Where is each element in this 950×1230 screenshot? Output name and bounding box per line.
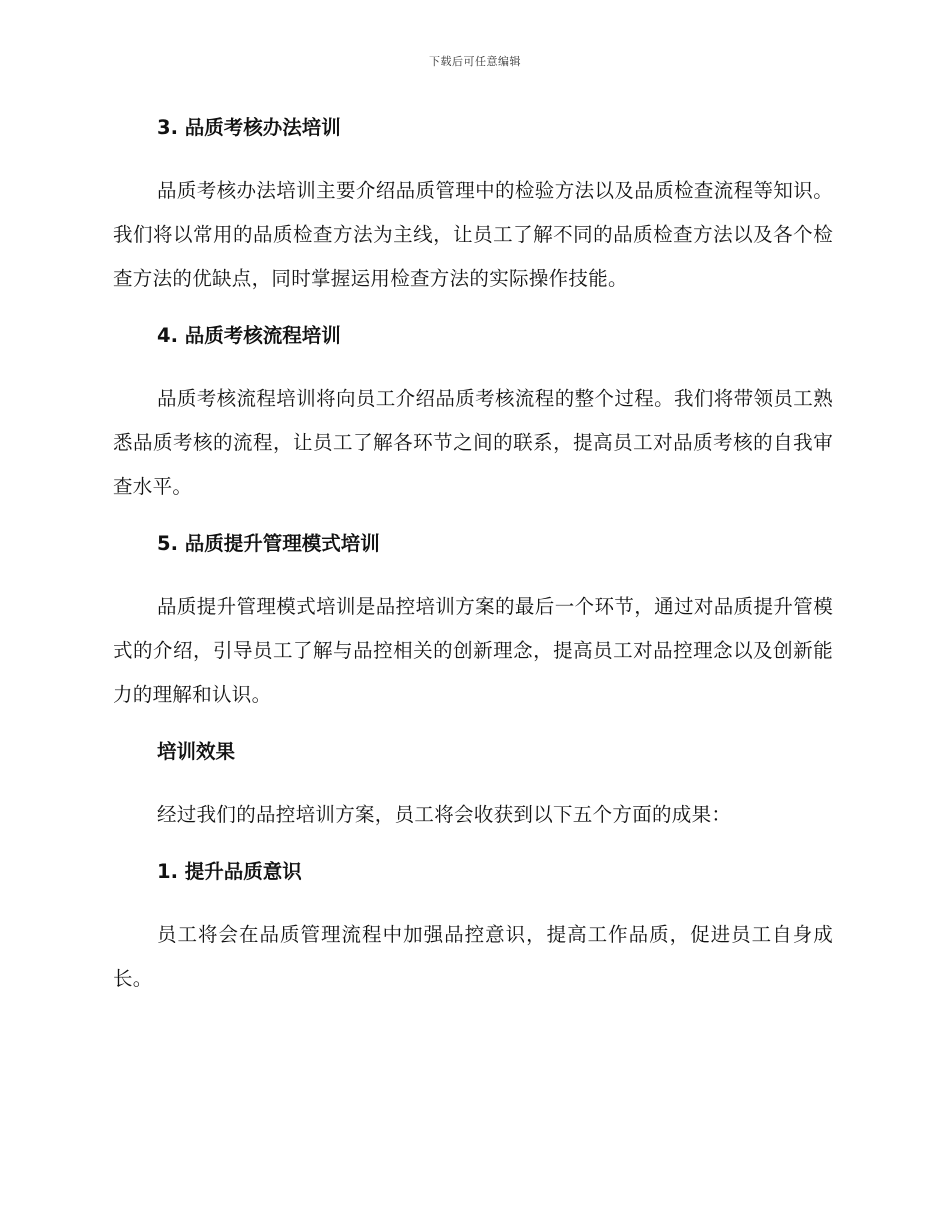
- section-heading-quality-assessment-process: 4. 品质考核流程培训: [157, 324, 341, 347]
- document-body: [113, 112, 833, 1001]
- section-paragraph-training-effect: 经过我们的品控培训方案，员工将会收获到以下五个方面的成果：: [157, 803, 732, 826]
- section-heading-training-effect: 培训效果: [157, 740, 236, 763]
- section-paragraph-quality-awareness: 员工将会在品质管理流程中加强品控意识，提高工作品质，促进员工自身成长。: [113, 923, 833, 990]
- page-header-note: 下载后可任意编辑: [429, 55, 521, 68]
- section-paragraph-quality-assessment-process: 品质考核流程培训将向员工介绍品质考核流程的整个过程。我们将带领员工熟悉品质考核的流程，让员工了解各环节之间的联系，提高员工对品质考核的自我审查水平。: [113, 387, 833, 498]
- section-paragraph-quality-assessment-method: 品质考核办法培训主要介绍品质管理中的检验方法以及品质检查流程等知识。我们将以常用的品质检查方法为主线，让员工了解不同的品质检查方法以及各个检查方法的优缺点，同时掌握运用检查方法的实际操作技能。: [113, 179, 833, 290]
- section-heading-quality-awareness: 1. 提升品质意识: [157, 860, 302, 883]
- section-heading-quality-assessment-method: 3. 品质考核办法培训: [157, 116, 341, 139]
- section-paragraph-quality-improvement-model: 品质提升管理模式培训是品控培训方案的最后一个环节，通过对品质提升管模式的介绍，引导员工了解与品控相关的创新理念，提高员工对品控理念以及创新能力的理解和认识。: [113, 595, 833, 706]
- section-heading-quality-improvement-model: 5. 品质提升管理模式培训: [157, 532, 380, 555]
